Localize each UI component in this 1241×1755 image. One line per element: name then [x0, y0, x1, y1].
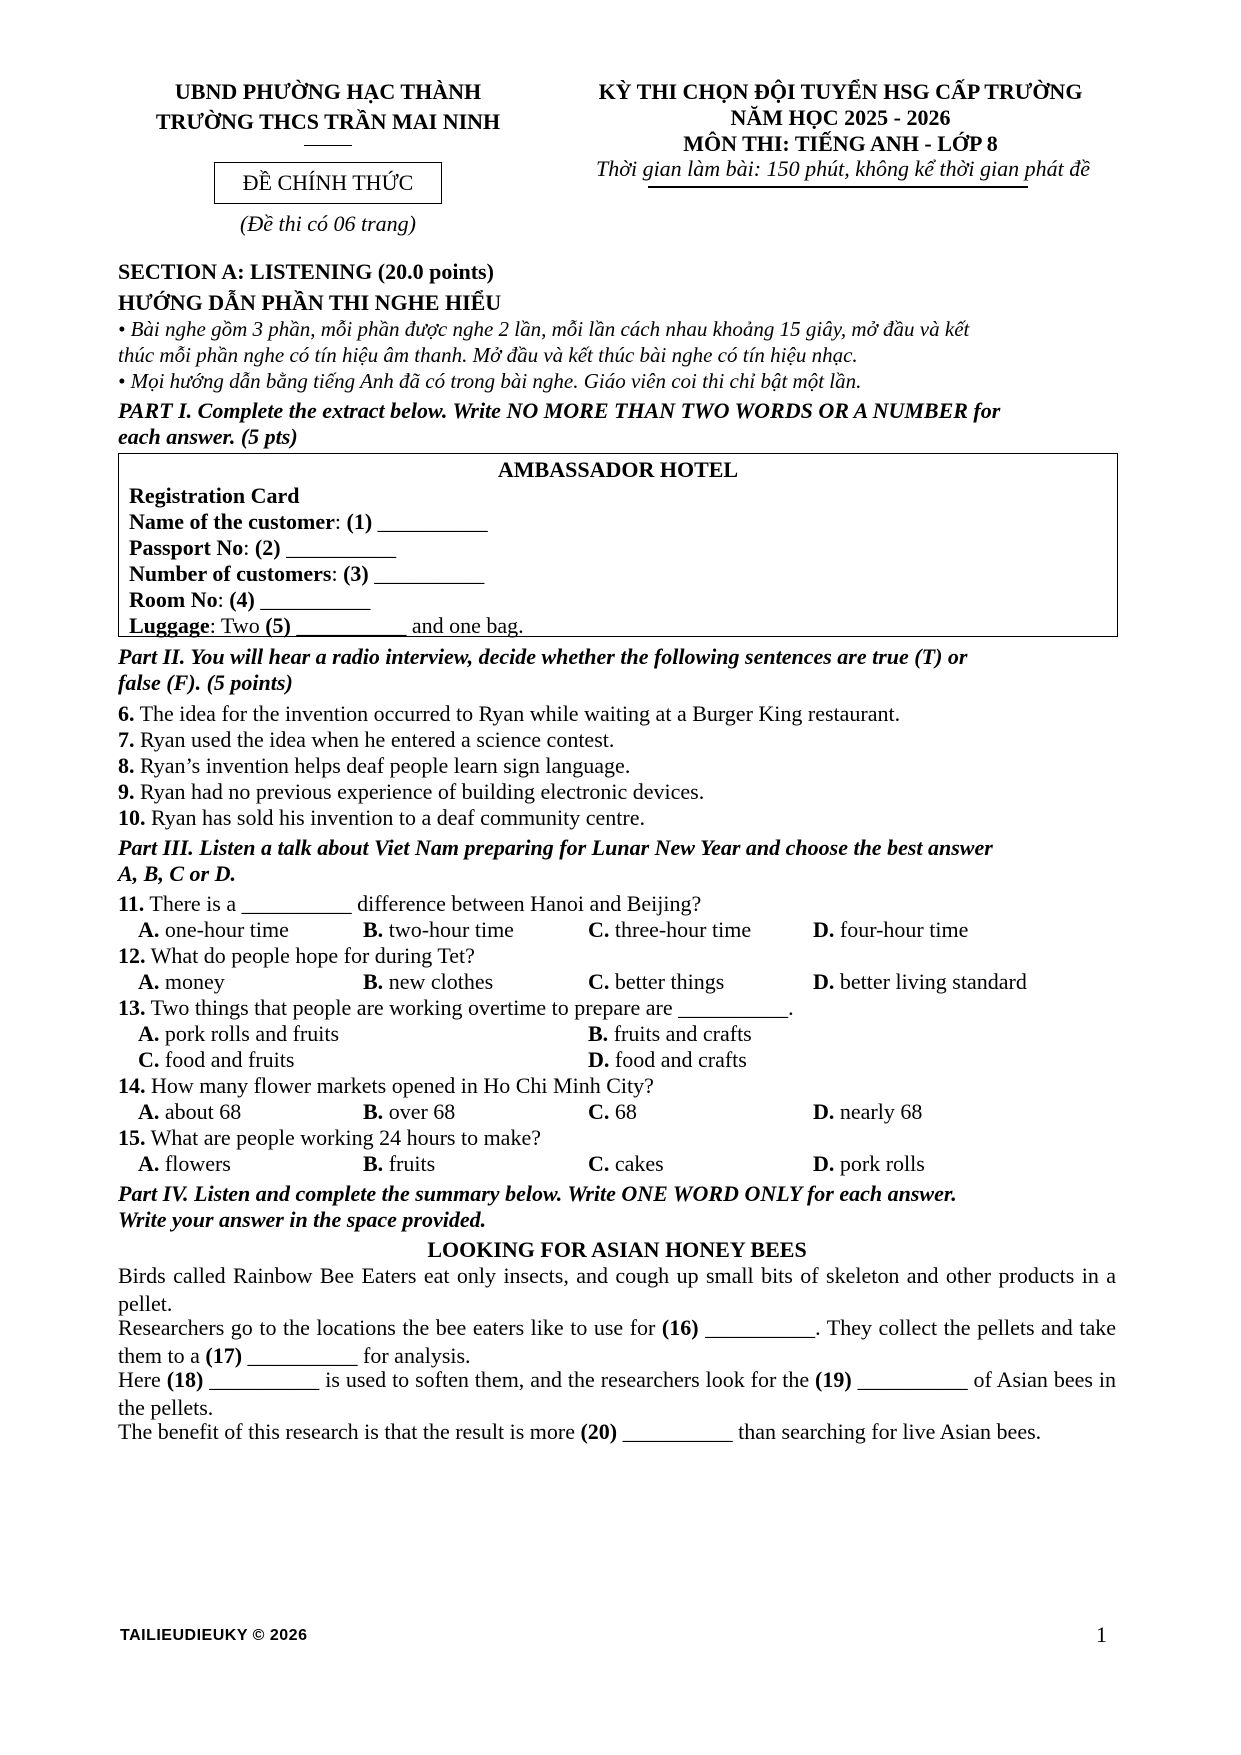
question-number: 14. — [118, 1073, 146, 1098]
question-number: (16) — [661, 1315, 699, 1340]
answer-blank[interactable]: __________ — [296, 613, 407, 638]
summary-paragraph-2: Researchers go to the locations the bee eaters like to use for (16) __________. They collect the pellets and take them to a (17) __________ for analysis. — [118, 1315, 1116, 1368]
form-label: Luggage — [129, 613, 210, 638]
statement-text: Ryan used the idea when he entered a science contest. — [134, 727, 615, 752]
tf-statement — [118, 726, 614, 754]
question-number: (4) — [229, 587, 255, 612]
guide-line-1a: • Bài nghe gồm 3 phần, mỗi phần được nghe 2 lần, mỗi lần cách nhau khoảng 15 giây, mở đầu và kết — [118, 317, 970, 341]
answer-blank[interactable]: __________ — [377, 509, 488, 534]
option-d[interactable]: D. food and crafts — [588, 1047, 747, 1072]
question-number: (5) — [265, 613, 291, 638]
summary-title: LOOKING FOR ASIAN HONEY BEES — [427, 1237, 807, 1262]
exam-title: KỲ THI CHỌN ĐỘI TUYỂN HSG CẤP TRƯỜNG — [598, 79, 1083, 104]
mc-question — [118, 890, 701, 918]
question-number: (20) — [580, 1419, 618, 1444]
card-title: Registration Card — [129, 483, 300, 508]
question-text: What are people working 24 hours to make? — [145, 1125, 541, 1150]
option-a[interactable]: A. pork rolls and fruits — [138, 1021, 340, 1046]
statement-text: Ryan has sold his invention to a deaf community centre. — [145, 805, 646, 830]
part3-instruction-b: A, B, C or D. — [118, 861, 236, 886]
part1-instruction-a: PART I. Complete the extract below. Write NO MORE THAN TWO WORDS OR A NUMBER for — [118, 398, 1001, 423]
option-a[interactable]: A. flowers — [138, 1151, 231, 1176]
mc-question — [118, 1072, 654, 1100]
question-text: What do people hope for during Tet? — [145, 943, 475, 968]
authority-name: UBND PHƯỜNG HẠC THÀNH — [174, 79, 482, 104]
school-year: NĂM HỌC 2025 - 2026 — [730, 105, 951, 130]
summary-paragraph-4: The benefit of this research is that the result is more (20) __________ than searching for live Asian bees. — [118, 1419, 1042, 1444]
option-b[interactable]: B. over 68 — [363, 1099, 456, 1124]
option-b[interactable]: B. fruits and crafts — [588, 1021, 752, 1046]
form-label: Number of customers — [129, 561, 332, 586]
statement-text: The idea for the invention occurred to Ryan while waiting at a Burger King restaurant. — [134, 701, 901, 726]
option-b[interactable]: B. fruits — [363, 1151, 436, 1176]
answer-blank[interactable]: __________ — [286, 535, 397, 560]
question-number: 7. — [118, 727, 135, 752]
form-label: Room No — [129, 587, 218, 612]
question-number: (19) — [815, 1367, 852, 1392]
question-text: How many flower markets opened in Ho Chi Minh City? — [145, 1073, 654, 1098]
question-number: 15. — [118, 1125, 146, 1150]
part1-instruction-b: each answer. (5 pts) — [118, 424, 298, 449]
form-label: Passport No — [129, 535, 244, 560]
form-row-1: Name of the customer: (1) __________ — [129, 509, 488, 534]
form-row-3: Number of customers: (3) __________ — [129, 561, 485, 586]
part4-instruction-b: Write your answer in the space provided. — [118, 1207, 487, 1232]
mc-question — [118, 942, 475, 970]
time-allowed: Thời gian làm bài: 150 phút, không kể thời gian phát đề — [595, 156, 1090, 181]
option-b[interactable]: B. two-hour time — [363, 917, 514, 942]
question-number: 11. — [118, 891, 145, 916]
question-number: (3) — [343, 561, 369, 586]
question-number: 13. — [118, 995, 146, 1020]
luggage-prefix: Two — [220, 613, 266, 638]
question-number: (1) — [346, 509, 373, 534]
guide-line-2: • Mọi hướng dẫn bằng tiếng Anh đã có trong bài nghe. Giáo viên coi thi chỉ bật một lần. — [118, 369, 862, 393]
part2-instruction-a: Part II. You will hear a radio interview, decide whether the following sentences are true (T) or — [118, 644, 968, 669]
question-number: 6. — [118, 701, 135, 726]
answer-blank[interactable]: __________ — [260, 587, 371, 612]
option-a[interactable]: A. one-hour time — [138, 917, 289, 942]
question-number: 9. — [118, 779, 135, 804]
option-d[interactable]: D. nearly 68 — [813, 1099, 923, 1124]
form-row-4: Room No: (4) __________ — [129, 587, 371, 612]
question-number: (2) — [254, 535, 281, 560]
page-number: 1 — [1096, 1622, 1107, 1647]
school-name: TRƯỜNG THCS TRẦN MAI NINH — [155, 109, 501, 134]
option-c[interactable]: C. better things — [588, 969, 725, 994]
option-b[interactable]: B. new clothes — [363, 969, 494, 994]
pages-note: (Đề thi có 06 trang) — [240, 211, 416, 236]
official-exam-box — [214, 162, 442, 204]
form-row-2: Passport No: (2) __________ — [129, 535, 397, 560]
mc-question — [118, 994, 794, 1022]
answer-blank[interactable]: __________ — [374, 561, 485, 586]
question-number: 12. — [118, 943, 146, 968]
registration-box — [118, 453, 1118, 637]
option-c[interactable]: C. 68 — [588, 1099, 637, 1124]
tf-statement — [118, 700, 900, 728]
question-number: 10. — [118, 805, 146, 830]
option-d[interactable]: D. better living standard — [813, 969, 1027, 994]
option-c[interactable]: C. food and fruits — [138, 1047, 295, 1072]
form-row-5: Luggage: Two (5) __________ and one bag. — [129, 613, 524, 638]
question-number: 8. — [118, 753, 135, 778]
summary-paragraph-1: Birds called Rainbow Bee Eaters eat only insects, and cough up small bits of skeleton and other products in a pellet. — [118, 1263, 1116, 1316]
subject: MÔN THI: TIẾNG ANH - LỚP 8 — [683, 131, 998, 156]
option-d[interactable]: D. pork rolls — [813, 1151, 925, 1176]
part3-instruction-a: Part III. Listen a talk about Viet Nam preparing for Lunar New Year and choose the best answer — [118, 835, 993, 860]
tf-statement — [118, 778, 704, 806]
header-right-underline — [648, 186, 1028, 188]
question-number: (17) — [205, 1343, 243, 1368]
footer-brand: TAILIEUDIEUKY © 2026 — [120, 1627, 308, 1644]
hotel-name: AMBASSADOR HOTEL — [497, 457, 739, 482]
question-text: There is a __________ difference between Hanoi and Beijing? — [144, 891, 702, 916]
question-text: Two things that people are working overtime to prepare are __________. — [145, 995, 794, 1020]
guide-title: HƯỚNG DẪN PHẦN THI NGHE HIỂU — [118, 290, 502, 315]
summary-paragraph-3: Here (18) __________ is used to soften them, and the researchers look for the (19) __________ of Asian bees in the pellets. — [118, 1367, 1116, 1420]
tf-statement — [118, 752, 630, 780]
tf-statement — [118, 804, 645, 832]
option-c[interactable]: C. cakes — [588, 1151, 664, 1176]
option-c[interactable]: C. three-hour time — [588, 917, 752, 942]
official-label: ĐỀ CHÍNH THỨC — [242, 170, 414, 195]
form-label: Name of the customer — [129, 509, 335, 534]
question-number: (18) — [166, 1367, 204, 1392]
option-a[interactable]: A. about 68 — [138, 1099, 242, 1124]
statement-text: Ryan’s invention helps deaf people learn sign language. — [134, 753, 631, 778]
option-a[interactable]: A. money — [138, 969, 225, 994]
mc-question — [118, 1124, 541, 1152]
luggage-suffix: and one bag. — [406, 613, 524, 638]
statement-text: Ryan had no previous experience of building electronic devices. — [134, 779, 705, 804]
section-a-title: SECTION A: LISTENING (20.0 points) — [118, 259, 494, 284]
part2-instruction-b: false (F). (5 points) — [118, 670, 293, 695]
option-d[interactable]: D. four-hour time — [813, 917, 969, 942]
header-left-underline — [304, 145, 352, 146]
part4-instruction-a: Part IV. Listen and complete the summary below. Write ONE WORD ONLY for each answer. — [118, 1181, 957, 1206]
guide-line-1b: thúc mỗi phần nghe có tín hiệu âm thanh. Mở đầu và kết thúc bài nghe có tín hiệu nhạc. — [118, 343, 858, 367]
